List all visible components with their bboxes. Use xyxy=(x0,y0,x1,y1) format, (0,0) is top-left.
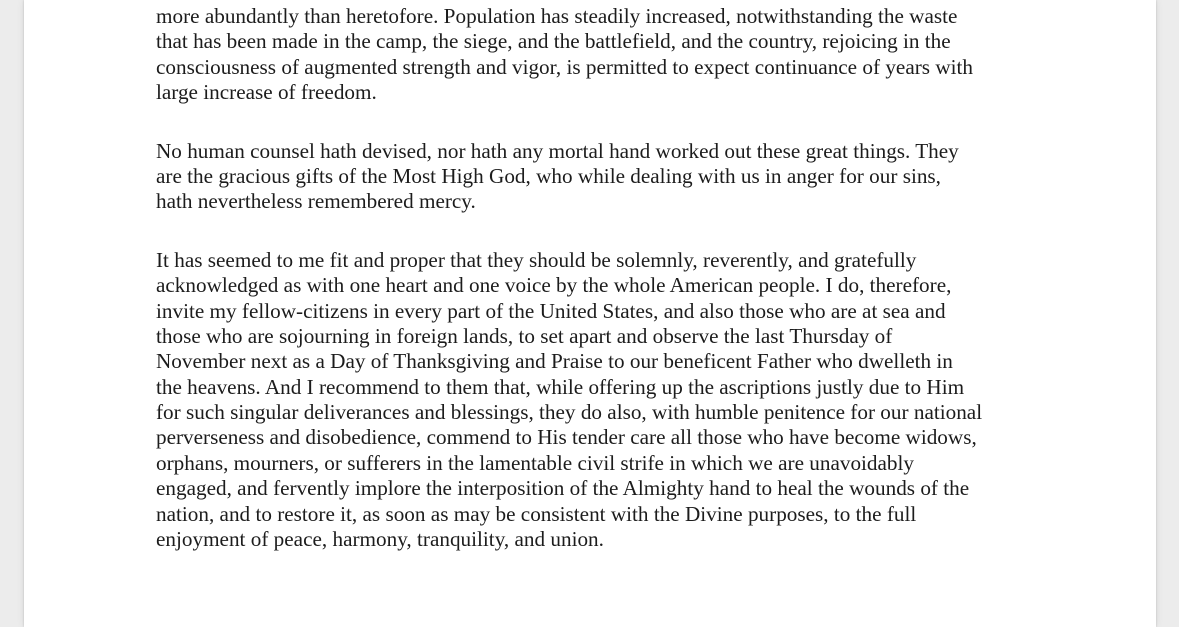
text-line: nation, and to restore it, as soon as may be consistent with the Divine purposes, to the full xyxy=(156,501,917,526)
text-line: perverseness and disobedience, commend to His tender care all those who have become widows, xyxy=(156,425,977,450)
text-line: enjoyment of peace, harmony, tranquility, and union. xyxy=(156,527,604,552)
text-line: November next as a Day of Thanksgiving and Praise to our beneficent Father who dwelleth in xyxy=(156,349,953,374)
paragraph-1 xyxy=(156,4,1056,106)
text-line: more abundantly than heretofore. Population has steadily increased, notwithstanding the waste xyxy=(156,4,958,28)
document-body xyxy=(156,4,1056,585)
text-line: No human counsel hath devised, nor hath any mortal hand worked out these great things. They xyxy=(156,138,959,163)
paragraph-3 xyxy=(156,248,1056,553)
text-line: those who are sojourning in foreign lands, to set apart and observe the last Thursday of xyxy=(156,323,893,348)
text-line: consciousness of augmented strength and vigor, is permitted to expect continuance of years with xyxy=(156,54,974,79)
text-line: the heavens. And I recommend to them that, while offering up the ascriptions justly due to Him xyxy=(156,374,965,399)
text-line: orphans, mourners, or sufferers in the lamentable civil strife in which we are unavoidably xyxy=(156,450,915,475)
paragraph-2 xyxy=(156,139,1056,215)
text-line: are the gracious gifts of the Most High God, who while dealing with us in anger for our sins, xyxy=(156,163,941,188)
text-line: engaged, and fervently implore the interposition of the Almighty hand to heal the wounds of the xyxy=(156,476,970,501)
text-line: invite my fellow-citizens in every part of the United States, and also those who are at sea and xyxy=(156,298,946,323)
text-line: hath nevertheless remembered mercy. xyxy=(156,189,476,214)
text-line: It has seemed to me fit and proper that they should be solemnly, reverently, and gratefully xyxy=(156,247,917,272)
text-line: that has been made in the camp, the siege, and the battlefield, and the country, rejoicing in the xyxy=(156,29,951,54)
text-line: acknowledged as with one heart and one voice by the whole American people. I do, therefore, xyxy=(156,273,952,298)
text-line: for such singular deliverances and blessings, they do also, with humble penitence for our national xyxy=(156,400,983,425)
text-line: large increase of freedom. xyxy=(156,80,377,105)
document-page xyxy=(24,0,1156,627)
